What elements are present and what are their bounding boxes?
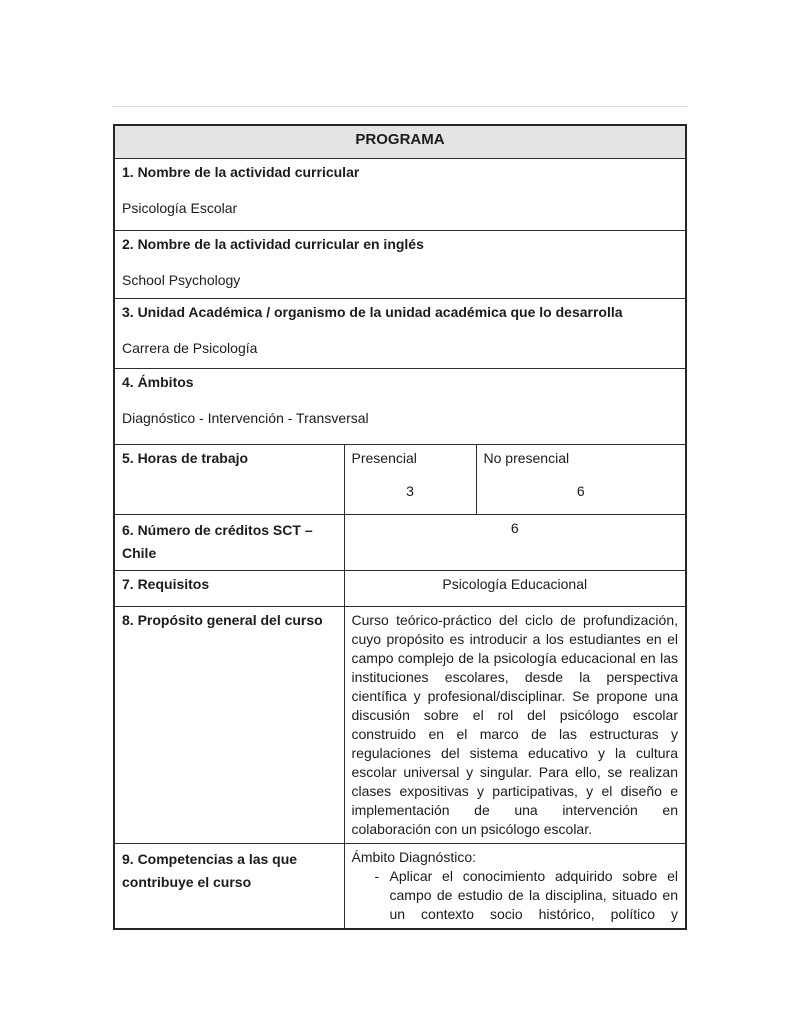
row8-label: 8. Propósito general del curso — [122, 611, 323, 628]
program-table — [113, 124, 687, 930]
row1-value: Psicología Escolar — [122, 199, 238, 216]
hours-presencial-value: 3 — [406, 482, 414, 499]
row5-label: 5. Horas de trabajo — [122, 449, 249, 466]
hours-no-presencial-value: 6 — [576, 482, 585, 499]
row-nombre-actividad — [114, 158, 686, 230]
row1-label: 1. Nombre de la actividad curricular — [122, 163, 360, 180]
row6-label: 6. Número de créditos SCT – Chile — [122, 521, 313, 561]
row2-value: School Psychology — [122, 271, 241, 288]
row9-bullet-text: Aplicar el conocimiento adquirido sobre el campo de estudio de la disciplina, situado en un contexto socio histórico, político y — [389, 867, 678, 922]
dash-bullet-marker: - — [374, 867, 380, 884]
row6-value: 6 — [510, 519, 519, 536]
row7-label: 7. Requisitos — [122, 575, 210, 592]
table-header-row — [114, 125, 686, 158]
row7-value: Psicología Educacional — [442, 575, 588, 592]
row-ambitos — [114, 368, 686, 444]
row-horas-trabajo — [114, 444, 686, 514]
row9-label: 9. Competencias a las que contribuye el curso — [122, 850, 298, 890]
hours-presencial-header: Presencial — [351, 449, 417, 466]
page-top-rule — [112, 106, 688, 107]
row9-section-heading: Ámbito Diagnóstico: — [351, 848, 477, 865]
table-title: PROGRAMA — [114, 125, 686, 158]
row3-label: 3. Unidad Académica / organismo de la unidad académica que lo desarrolla — [122, 303, 623, 320]
row9-bullet-item — [352, 867, 679, 924]
row4-label: 4. Ámbitos — [122, 373, 194, 390]
row-unidad-academica — [114, 298, 686, 368]
row-requisitos — [114, 570, 686, 606]
hours-no-presencial-header: No presencial — [483, 449, 570, 466]
row2-label: 2. Nombre de la actividad curricular en inglés — [122, 235, 424, 252]
row4-value: Diagnóstico - Intervención - Transversal — [122, 409, 369, 426]
row-nombre-ingles — [114, 230, 686, 298]
row-proposito-general — [114, 606, 686, 843]
row-competencias — [114, 843, 686, 929]
row8-value: Curso teórico-práctico del ciclo de profundización, cuyo propósito es introducir a los estudiantes en el campo complejo de la psicología educacional en las instituciones escolares, desde la perspectiva científica y profesional/disciplinar. Se propone una discusión sobre el rol del psicólogo escolar construido en el marco de las estructuras y regulaciones del sistema educativo y la cultura escolar universal y singular. Para ello, se realizan clases expositivas y participativas, y el diseño e implementación de una intervención en colaboración con un psicólogo escolar. — [351, 611, 678, 837]
row-creditos-sct — [114, 514, 686, 570]
row3-value: Carrera de Psicología — [122, 339, 258, 356]
